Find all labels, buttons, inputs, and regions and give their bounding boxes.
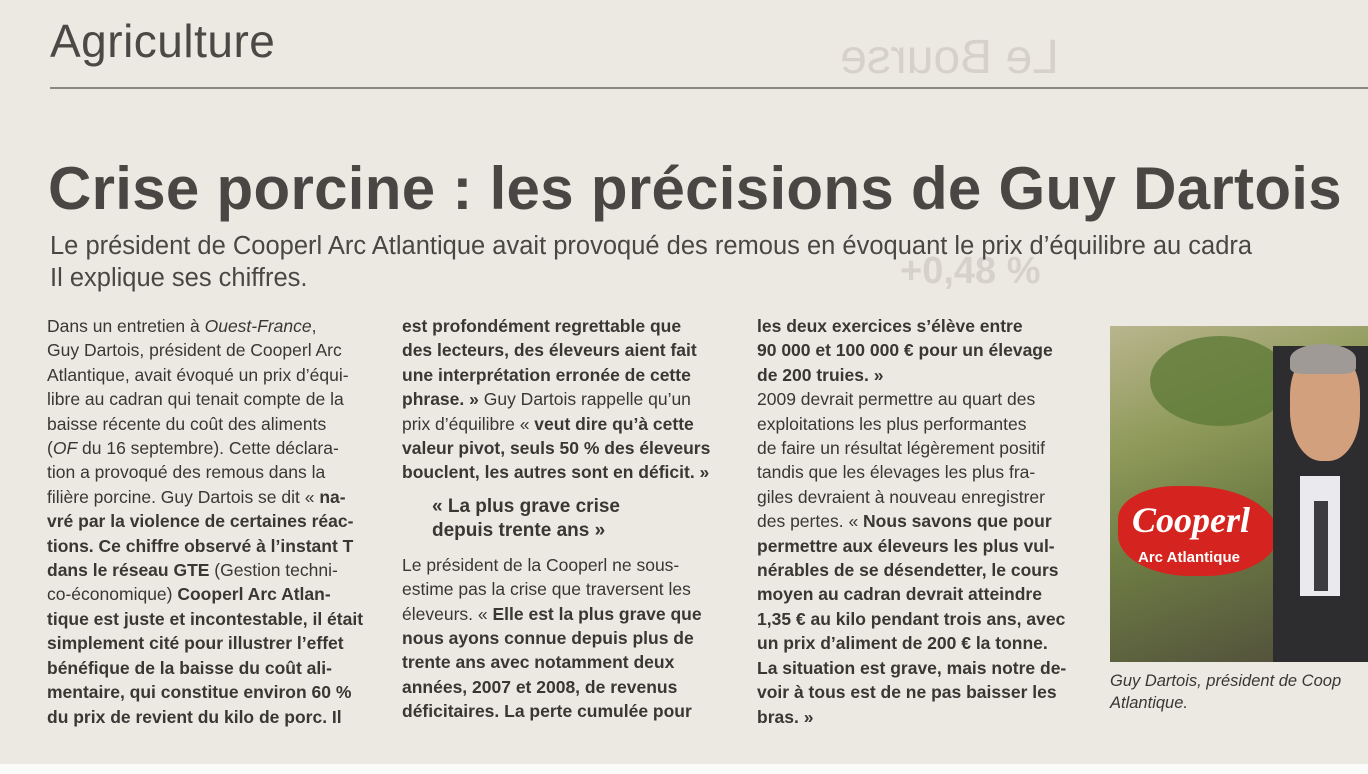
text-line: co-économique) Cooperl Arc Atlan- [47,584,331,605]
text-line: Atlantique, avait évoqué un prix d’équi- [47,364,349,385]
text-line: de faire un résultat légèrement positif [757,438,1045,459]
text-line: libre au cadran qui tenait compte de la [47,389,344,410]
text-line: mentaire, qui constitue environ 60 % [47,682,352,703]
caption-line: Guy Dartois, président de Coop [1110,672,1342,690]
text-line: éleveurs. « Elle est la plus grave que [402,603,702,624]
text-line: Guy Dartois, président de Cooperl Arc [47,340,342,361]
caption-line: Atlantique. [1110,694,1188,712]
subheading-line: depuis trente ans » [432,519,606,541]
text-line: de 200 truies. » [757,364,884,385]
article-column-3 [757,314,1087,729]
text-line: dans le réseau GTE (Gestion techni- [47,560,338,581]
headline: Crise porcine : les précisions de Guy Dartois [48,155,1342,222]
standfirst [50,230,1368,294]
text-line: bénéfique de la baisse du coût ali- [47,657,332,678]
text-line: les deux exercices s’élève entre [757,316,1023,336]
text-line: (OF du 16 septembre). Cette déclara- [47,438,339,459]
text-line: est profondément regrettable que [402,316,682,336]
text-line: phrase. » Guy Dartois rappelle qu’un [402,389,691,410]
portrait-photo [1110,326,1368,662]
standfirst-line: Le président de Cooperl Arc Atlantique avait provoqué des remous en évoquant le prix d’équilibre au cadra [50,232,1253,260]
photo-tree [1150,336,1290,426]
text-line: bouclent, les autres sont en déficit. » [402,462,710,483]
text-line: déficitaires. La perte cumulée pour [402,701,692,722]
text-line: bras. » [757,706,814,727]
text-line: prix d’équilibre « veut dire qu’à cette [402,413,694,434]
section-label: Agriculture [50,15,276,67]
text-line: permettre aux éleveurs les plus vul- [757,535,1055,556]
italic-source: Ouest-France [204,316,312,336]
text-line: trente ans avec notamment deux [402,652,675,673]
text-line: des lecteurs, des éleveurs aient fait [402,340,697,361]
text-line: du prix de revient du kilo de porc. Il [47,706,342,727]
logo-subtitle: Arc Atlantique [1138,549,1240,566]
person-hair [1290,344,1356,374]
text-line: nous ayons connue depuis plus de [402,628,694,649]
text-line: estime pas la crise que traversent les [402,579,691,600]
text-line: exploitations les plus performantes [757,413,1027,434]
text-line: vré par la violence de certaines réac- [47,511,354,532]
text-line: tions. Ce chiffre observé à l’instant T [47,535,354,556]
text-line: des pertes. « Nous savons que pour [757,511,1052,532]
article-column-2 [402,314,732,724]
text-line: giles devraient à nouveau enregistrer [757,486,1045,507]
text-line: baisse récente du coût des aliments [47,413,327,434]
section-rule [50,87,1368,89]
bleed-through-number: +0,48 % [900,250,1041,292]
subheading-line: « La plus grave crise [432,495,620,517]
text-line: nérables de se désendetter, le cours [757,560,1059,581]
text-line: années, 2007 et 2008, de revenus [402,676,678,697]
text-line: Dans un entretien à Ouest-France, [47,316,317,336]
photo-caption [1110,670,1368,714]
person-tie [1314,501,1328,591]
text-line: un prix d’aliment de 200 € la tonne. [757,633,1048,654]
text-line: simplement cité pour illustrer l’effet [47,633,344,654]
text-line: filière porcine. Guy Dartois se dit « na- [47,486,346,507]
text-line: valeur pivot, seuls 50 % des éleveurs [402,438,711,459]
text-line: tion a provoqué des remous dans la [47,462,326,483]
text-line: La situation est grave, mais notre de- [757,657,1067,678]
text-line: 1,35 € au kilo pendant trois ans, avec [757,608,1066,629]
text-line: une interprétation erronée de cette [402,364,691,385]
subheading [432,495,732,543]
text-line: tique est juste et incontestable, il était [47,608,364,629]
logo-wordmark: Cooperl [1132,500,1251,540]
text-line: 2009 devrait permettre au quart des [757,389,1036,410]
article-column-1 [47,314,377,729]
page-edge [0,764,1368,774]
text-line: moyen au cadran devrait atteindre [757,584,1042,605]
standfirst-line: Il explique ses chiffres. [50,264,308,292]
bleed-through-text: Le Bourse [840,31,1059,84]
text-line: tandis que les élevages les plus fra- [757,462,1036,483]
text-line: 90 000 et 100 000 € pour un élevage [757,340,1053,361]
text-line: voir à tous est de ne pas baisser les [757,682,1057,703]
text-line: Le président de la Cooperl ne sous- [402,554,680,575]
